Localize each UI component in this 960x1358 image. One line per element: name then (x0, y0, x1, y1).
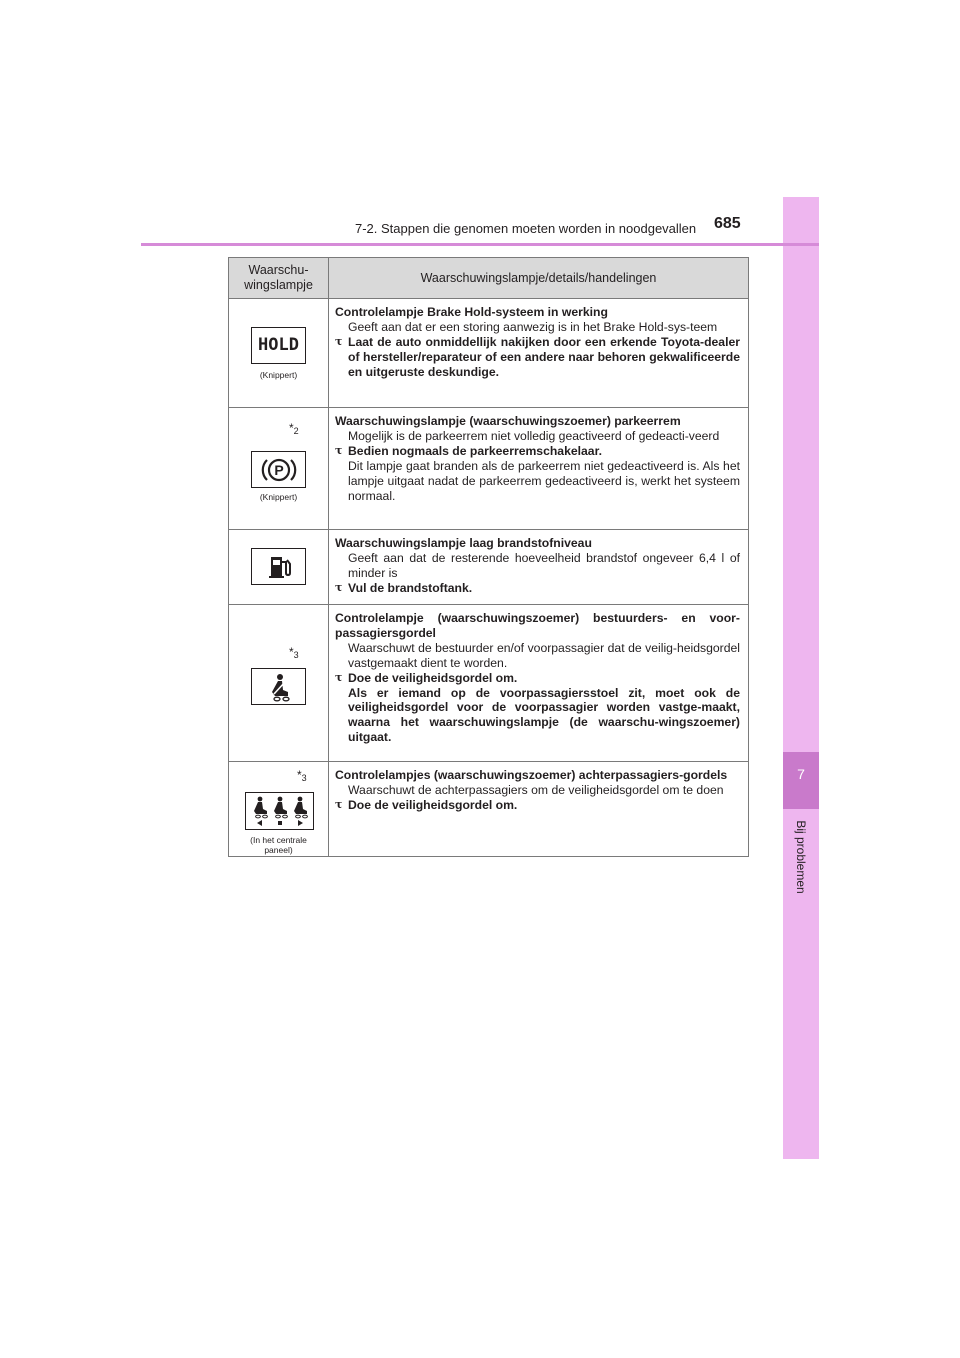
page-number: 685 (714, 215, 741, 232)
rear-seatbelts-icon (245, 792, 314, 830)
icon-cell (229, 530, 329, 605)
seatbelt-icon (251, 668, 306, 705)
table-header-row (229, 258, 749, 299)
fuel-pump-icon (251, 548, 306, 585)
parking-brake-icon (251, 451, 306, 488)
row-description: Waarschuwt de bestuurder en/of voorpassagier dat de veilig-heidsgordel vastgemaakt dient te worden. (348, 640, 740, 670)
bullet-icon: τ (335, 580, 343, 594)
svg-text:P: P (273, 461, 284, 478)
chapter-label: Bij problemen (794, 820, 808, 894)
bullet-icon: τ (335, 443, 343, 457)
action-bullet (335, 581, 740, 596)
col-header-details: Waarschuwingslampje/details/handelingen (329, 258, 749, 299)
row-extra: Dit lampje gaat branden als de parkeerrem niet gedeactiveerd is. Als het lampje uitgaat nadat de parkeerrem gedeactiveerd is, werkt het systeem normaal. (348, 458, 740, 503)
icon-cell (229, 762, 329, 857)
footnote-marker: $*_3$ (297, 768, 307, 783)
action-text: Laat de auto onmiddellijk nakijken door een erkende Toyota-dealer of hersteller/reparateur of een andere naar behoren gekwalificeerde en uitgeruste deskundige. (348, 334, 740, 379)
action-text: Vul de brandstoftank. (348, 580, 473, 595)
details-cell (329, 299, 749, 408)
bullet-icon: τ (335, 334, 343, 348)
icon-note: (In het centrale paneel) (250, 835, 307, 855)
details-cell (329, 408, 749, 530)
bullet-icon: τ (335, 797, 343, 811)
row-title: Waarschuwingslampje (waarschuwingszoemer) parkeerrem (335, 414, 681, 428)
action-bullet (335, 798, 740, 813)
row-description: Geeft aan dat de resterende hoeveelheid brandstof ongeveer 6,4 l of minder is (348, 550, 740, 580)
action-text: Doe de veiligheidsgordel om. (348, 670, 518, 685)
table-row (229, 408, 749, 530)
action-bullet (335, 335, 740, 380)
header-rule (141, 243, 819, 246)
row-extra: Als er iemand op de voorpassagiersstoel zit, moet ook de veiligheidsgordel voor de voorpassagier worden vastge-maakt, waarna het waarschuwingslampje (de waarschu-wingszoemer) uitgaat. (348, 685, 740, 745)
row-title: Controlelampjes (waarschuwingszoemer) achterpassagiers-gordels (335, 768, 728, 782)
chapter-side-tab (783, 197, 819, 1159)
table-row (229, 530, 749, 605)
icon-note: (Knippert) (259, 492, 298, 502)
table-row (229, 762, 749, 857)
action-bullet (335, 444, 740, 459)
action-bullet (335, 671, 740, 686)
row-description: Geeft aan dat er een storing aanwezig is in het Brake Hold-sys-teem (348, 319, 718, 334)
footnote-marker: $*_3$ (289, 645, 299, 660)
bullet-icon: τ (335, 670, 343, 684)
table-row (229, 605, 749, 762)
row-description: Mogelijk is de parkeerrem niet volledig geactiveerd of gedeacti-veerd (348, 428, 720, 443)
details-cell (329, 605, 749, 762)
row-title: Controlelampje Brake Hold-systeem in werking (335, 305, 608, 319)
icon-cell (229, 408, 329, 530)
warning-lights-table (228, 257, 749, 857)
footnote-marker: $*_2$ (289, 421, 299, 436)
details-cell (329, 530, 749, 605)
hold-icon: HOLD (251, 327, 306, 364)
action-text: Bedien nogmaals de parkeerremschakelaar. (348, 443, 603, 458)
icon-note: (Knippert) (259, 370, 298, 380)
icon-cell (229, 299, 329, 408)
col-header-light: Waarschu- wingslampje (229, 258, 329, 299)
row-description: Waarschuwt de achterpassagiers om de veiligheidsgordel om te doen (348, 782, 724, 797)
details-cell (329, 762, 749, 857)
row-title: Waarschuwingslampje laag brandstofniveau (335, 536, 592, 550)
row-title: Controlelampje (waarschuwingszoemer) bestuurders- en voor-passagiersgordel (335, 611, 740, 640)
icon-cell (229, 605, 329, 762)
chapter-number: 7 (797, 766, 805, 782)
table-row (229, 299, 749, 408)
action-text: Doe de veiligheidsgordel om. (348, 797, 518, 812)
section-title: 7-2. Stappen die genomen moeten worden in noodgevallen (355, 221, 697, 236)
